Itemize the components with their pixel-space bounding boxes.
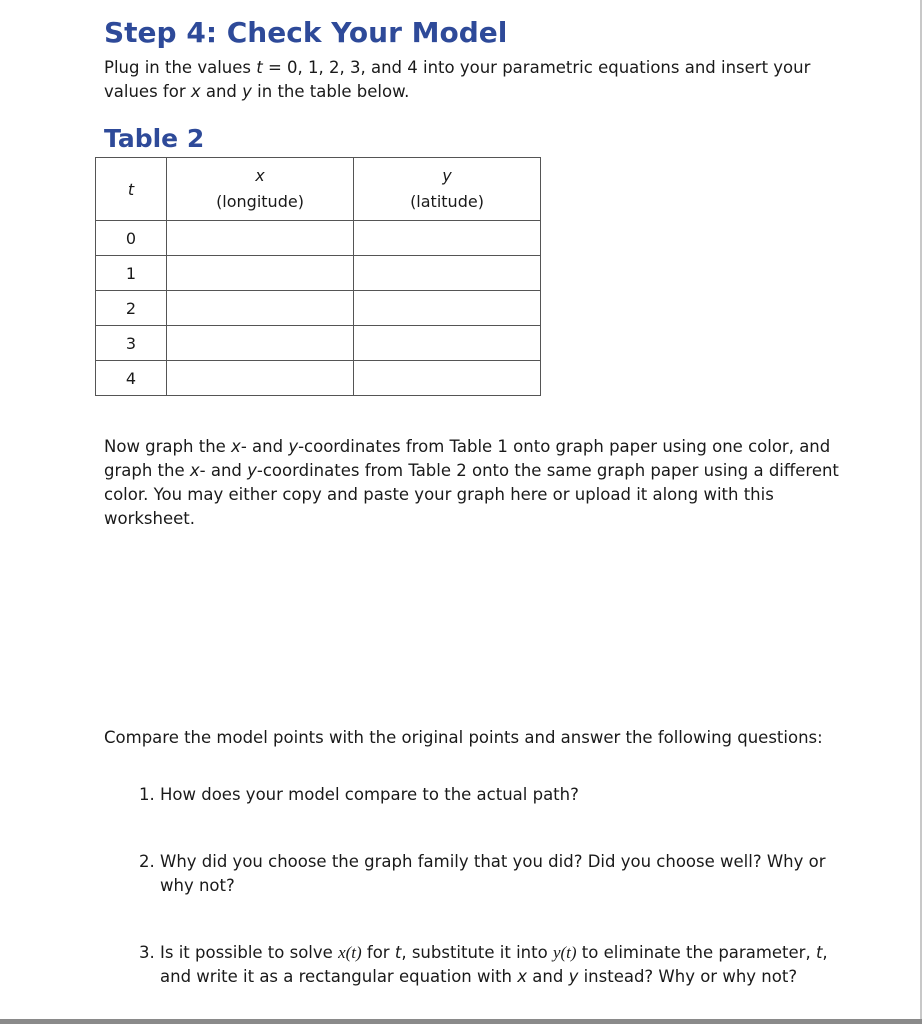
question-1-text: How does your model compare to the actual path? (160, 785, 579, 804)
var-y: y (288, 437, 299, 456)
cell-y-input[interactable] (354, 291, 541, 326)
table-row (96, 221, 541, 256)
table-row (96, 326, 541, 361)
var-t: t (394, 943, 402, 962)
cell-x-input[interactable] (167, 361, 354, 396)
table-title: Table 2 (104, 124, 205, 153)
cell-t: 3 (96, 326, 167, 361)
cell-x-input[interactable] (167, 291, 354, 326)
var-y: y (568, 967, 579, 986)
intro-text: = 0, 1, 2, 3, and 4 into your parametric equations and insert your values for (104, 58, 811, 101)
graph-text: - and (199, 461, 248, 480)
question-3 (160, 941, 840, 989)
cell-x-input[interactable] (167, 326, 354, 361)
question-3-text: for (361, 943, 395, 962)
question-3-text: instead? Why or why not? (578, 967, 798, 986)
compare-intro: Compare the model points with the original points and answer the following questions: (104, 728, 823, 747)
header-x-label: (longitude) (216, 192, 304, 211)
header-y-var: y (442, 166, 452, 185)
question-list (132, 850, 840, 898)
data-table (95, 157, 541, 396)
var-y: y (247, 461, 257, 480)
question-3-text: and (527, 967, 569, 986)
header-x-var: x (255, 166, 265, 185)
var-y: y (242, 82, 252, 101)
table-header-row (96, 158, 541, 221)
var-x: x (517, 967, 528, 986)
cell-y-input[interactable] (354, 256, 541, 291)
header-y-label: (latitude) (410, 192, 484, 211)
cell-y-input[interactable] (354, 361, 541, 396)
header-t (96, 158, 167, 221)
question-3-text: , and write it as a rectangular equation with (160, 943, 828, 986)
header-x (167, 158, 354, 221)
question-1 (160, 783, 840, 807)
cell-x-input[interactable] (167, 221, 354, 256)
header-y-stack (354, 166, 540, 212)
header-y (354, 158, 541, 221)
table-row (96, 256, 541, 291)
question-3-text: Is it possible to solve (160, 943, 339, 962)
var-t: t (815, 943, 823, 962)
intro-text: and (200, 82, 243, 101)
intro-text: Plug in the values (104, 58, 257, 77)
graph-text: -coordinates from Table 1 onto graph paper using one color, and graph the (104, 437, 831, 480)
cell-t: 1 (96, 256, 167, 291)
graph-text: Now graph the (104, 437, 232, 456)
question-3-text: , substitute it into (401, 943, 553, 962)
cell-t: 2 (96, 291, 167, 326)
var-x: x (231, 437, 241, 456)
func-y-of-t: y(t) (552, 943, 577, 962)
cell-t: 0 (96, 221, 167, 256)
question-2-text: Why did you choose the graph family that you did? Did you choose well? Why or why not? (160, 852, 826, 895)
question-list (132, 783, 840, 807)
cell-y-input[interactable] (354, 326, 541, 361)
question-list (132, 941, 840, 989)
graph-text: - and (240, 437, 289, 456)
graph-text: -coordinates from Table 2 onto the same graph paper using a different color. You may either copy and paste your graph here or upload it along with this worksheet. (104, 461, 839, 528)
var-x: x (190, 82, 201, 101)
question-3-text: to eliminate the parameter, (576, 943, 816, 962)
step-heading: Step 4: Check Your Model (104, 16, 508, 49)
cell-x-input[interactable] (167, 256, 354, 291)
table-row (96, 361, 541, 396)
header-t-label: t (127, 179, 135, 199)
graph-instructions (104, 435, 844, 531)
var-x: x (189, 461, 200, 480)
table-row (96, 291, 541, 326)
question-2 (160, 850, 840, 898)
func-x-of-t: x(t) (338, 943, 362, 962)
var-t: t (256, 58, 263, 77)
page-edge-bottom (0, 1019, 922, 1024)
cell-t: 4 (96, 361, 167, 396)
intro-text: in the table below. (251, 82, 410, 101)
intro-paragraph (104, 56, 844, 104)
cell-y-input[interactable] (354, 221, 541, 256)
header-x-stack (167, 166, 353, 212)
